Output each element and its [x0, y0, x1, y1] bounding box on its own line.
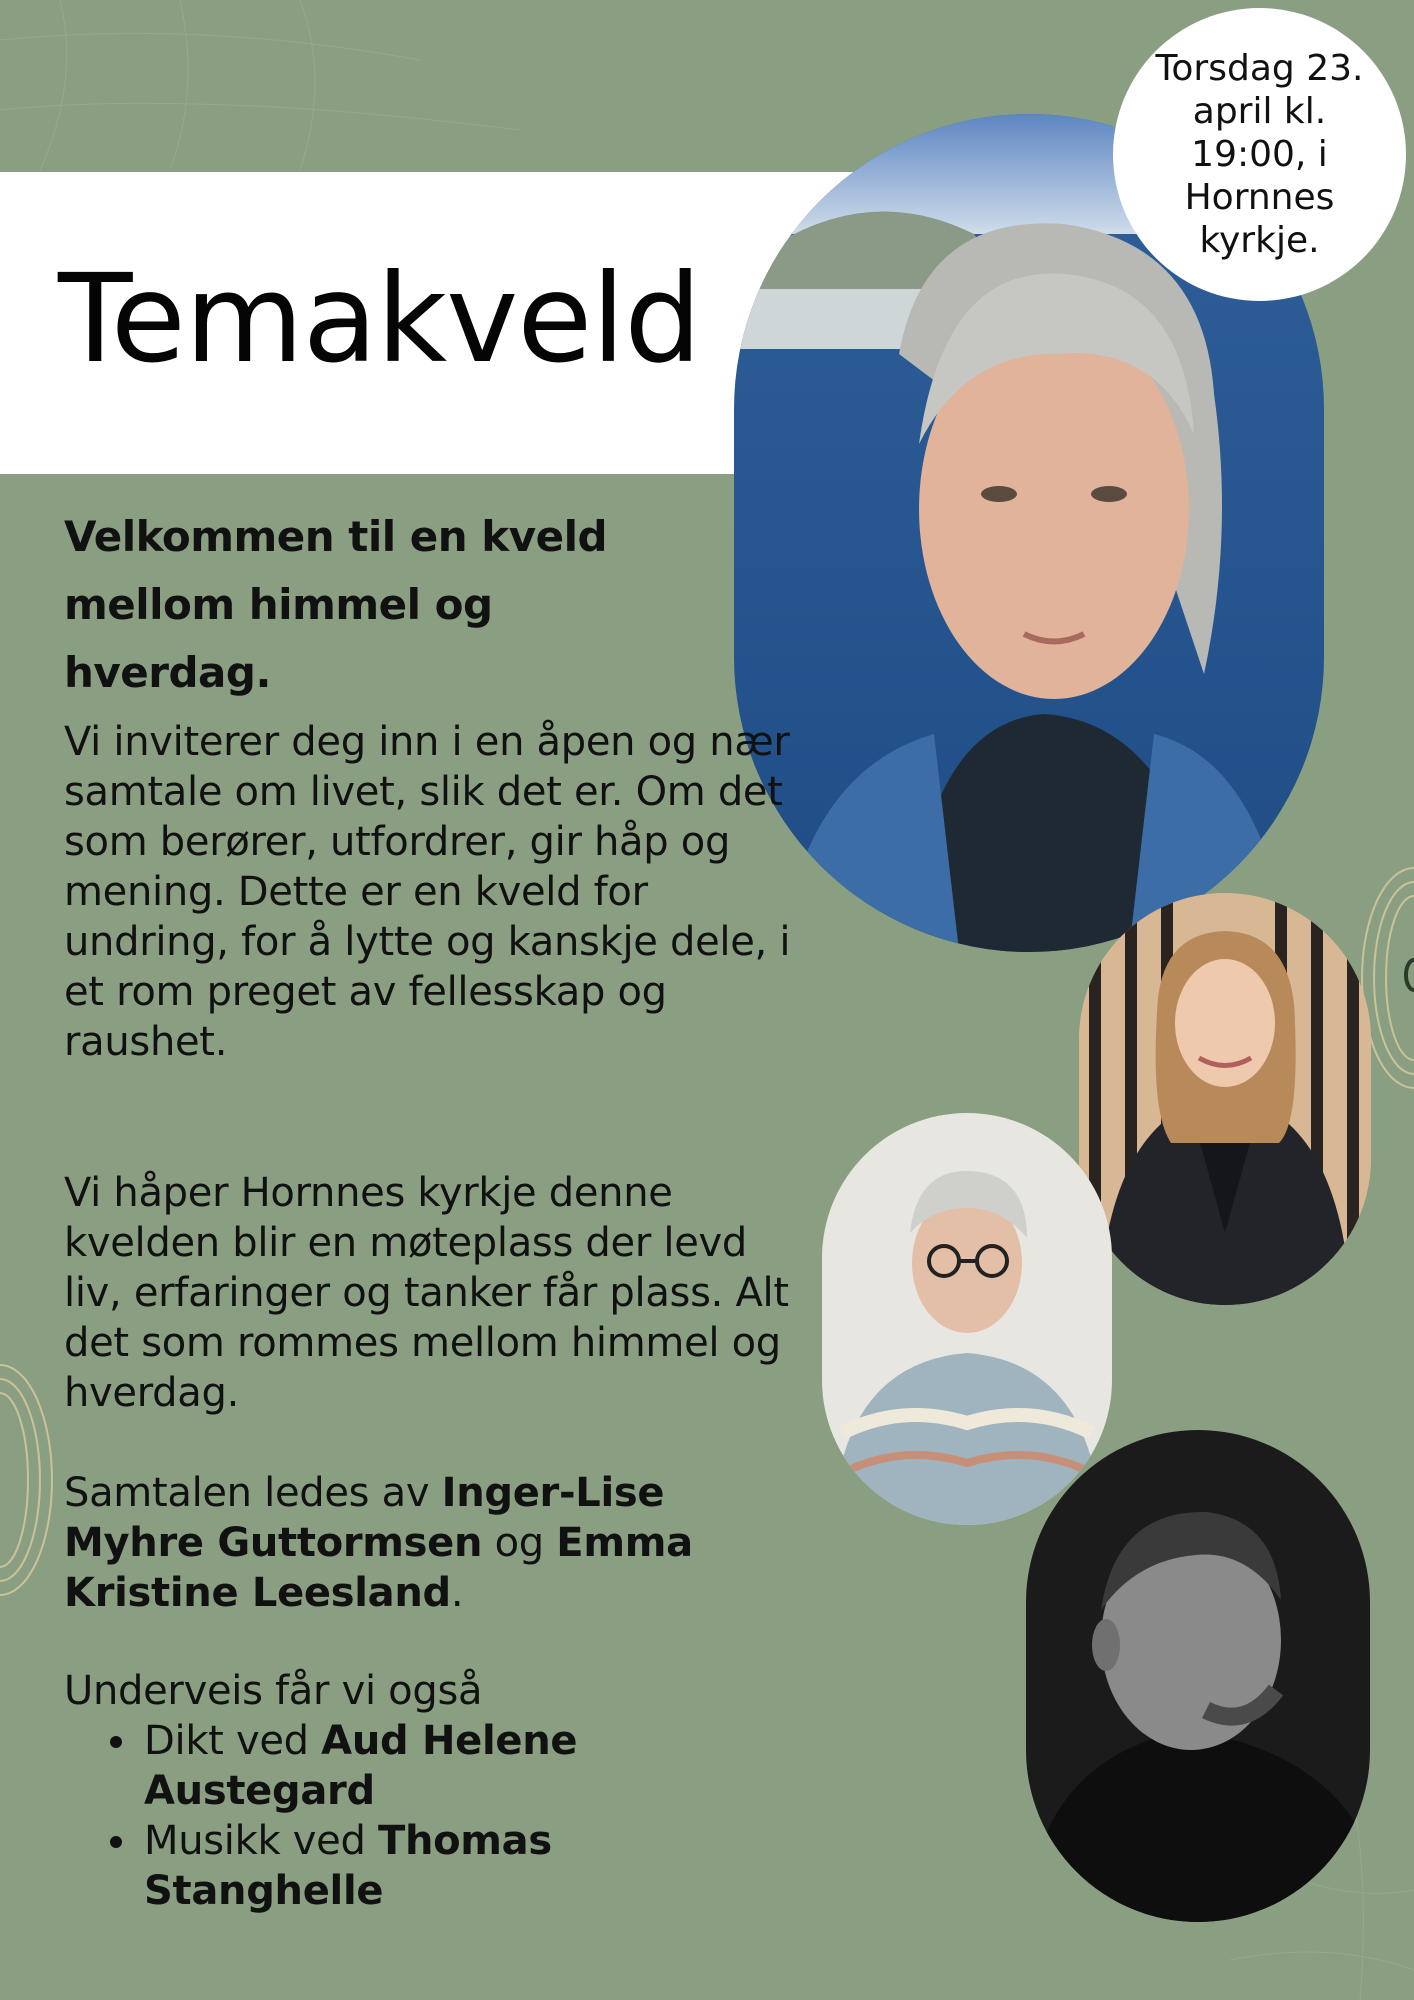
- hosts-joiner: og: [482, 1520, 557, 1566]
- program-lead: Underveis får vi også: [64, 1668, 483, 1714]
- program-item-name: Thomas Stanghelle: [144, 1818, 552, 1914]
- hosts-suffix: .: [450, 1570, 464, 1616]
- page-title: Temakveld: [58, 248, 701, 390]
- portrait-photo-emma: [1079, 893, 1371, 1305]
- paragraph-program: [64, 1666, 804, 1916]
- paragraph-invitation: Vi inviterer deg inn i en åpen og nær samtale om livet, slik det er. Om det som berører, utfordrer, gir håp og mening. Dette er en kveld for undring, for å lytte og kanskje dele, i et rom preget av fellesskap og raushet.: [64, 719, 791, 1065]
- paragraph-hosts: [64, 1468, 804, 1618]
- program-item-prefix: Dikt ved: [144, 1718, 322, 1764]
- portrait-photo-icon: [1026, 1430, 1370, 1922]
- right-edge-mark: [1404, 958, 1414, 992]
- date-badge: [1113, 8, 1406, 301]
- paragraph-meeting-place: Vi håper Hornnes kyrkje denne kvelden blir en møteplass der levd liv, erfaringer og tanker får plass. Alt det som rommes mellom himmel og hverdag.: [64, 1170, 789, 1416]
- host-name-inger-lise: Inger-Lise Myhre Guttormsen: [64, 1470, 665, 1566]
- portrait-photo-icon: [822, 1113, 1112, 1525]
- list-item: [64, 1716, 804, 1816]
- program-item-name: Aud Helene Austegard: [144, 1718, 578, 1814]
- portrait-photo-aud-helene: [822, 1113, 1112, 1525]
- program-list: [64, 1716, 804, 1916]
- list-item: [64, 1816, 804, 1916]
- host-name-emma: Emma Kristine Leesland: [64, 1520, 693, 1616]
- portrait-photo-icon: [1079, 893, 1371, 1305]
- hosts-prefix: Samtalen ledes av: [64, 1470, 442, 1516]
- portrait-photo-thomas: [1026, 1430, 1370, 1922]
- date-badge-text: Torsdag 23. april kl. 19:00, i Hornnes kyrkje.: [1155, 48, 1364, 261]
- intro-heading: Velkommen til en kveld mellom himmel og hverdag.: [64, 512, 608, 697]
- left-arc-decoration: [0, 1355, 60, 1605]
- program-item-prefix: Musikk ved: [144, 1818, 378, 1864]
